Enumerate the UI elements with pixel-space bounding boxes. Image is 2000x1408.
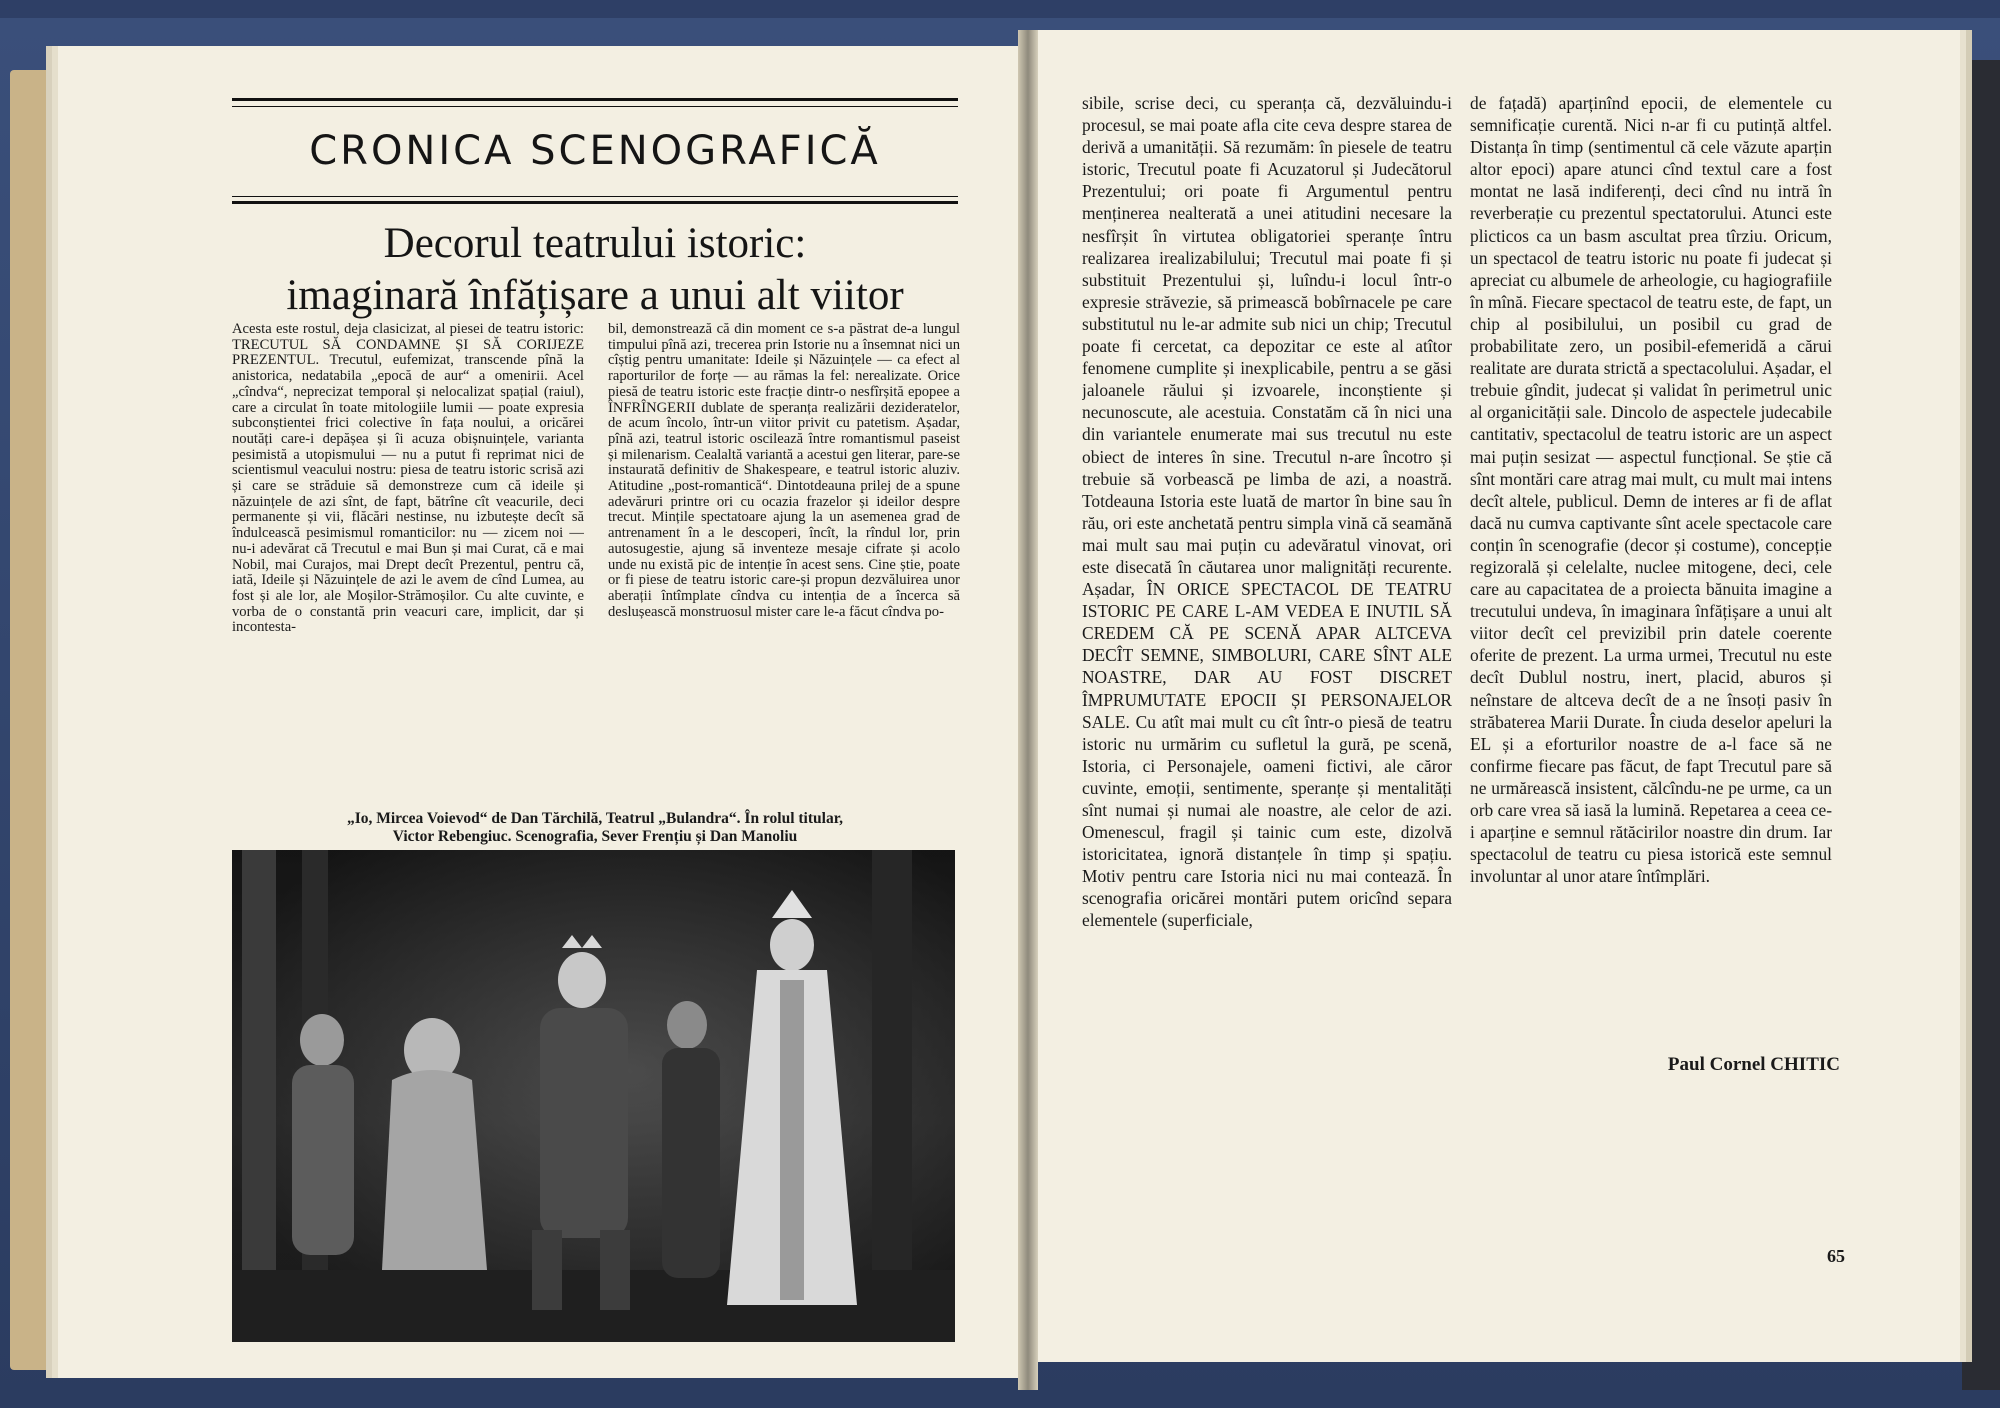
article-headline — [232, 218, 958, 322]
article-column-1: Acesta este rostul, deja clasicizat, al piesei de teatru istoric: TRECUTUL SĂ CONDAMNE ȘI SĂ CORIJEZE PREZENTUL. Trecutul, eufemizat, transcende pînă la anistorica, nedatabila „epocă de aur“ a omenirii. Acel „cîndva“, neprecizat temporal și nelocalizat spațial (raiul), care a circulat în toate mitologiile lumii — poate expresia subconștientei frici colective în fața noului, a oricărei noutăți care-i depășea și îi acuza obișnuințele, varianta pesimistă a utopismului — nu a putut fi reprimat nici de scientismul veacului nostru: piesa de teatru istoric scrisă azi și care se străduie să demonstreze cum că ideile și năzuințele de azi sînt, de fapt, bătrîne cît veacurile, deci permanente și vii, flăcări nestinse, nu izbutește decît să îndulcească pesimismul romanticilor: nu — zicem noi — nu-i adevărat că Trecutul e mai Bun și mai Curat, că e mai Nobil, mai Curajos, mai Drept decît Prezentul, pentru că, iată, Ideile și Năzuințele de azi le avem de cînd Lumea, au fost și ale lor, ale Moșilor-Strămoșilor. Cu alte cuvinte, e vorba de o constantă prin veacuri care, implicit, dar și incontesta- — [232, 322, 584, 636]
header-rule-top-thin — [232, 106, 958, 107]
stage-photo-image — [232, 850, 955, 1342]
photo-caption — [232, 810, 958, 846]
header-rule-bottom — [232, 201, 958, 204]
headline-line-1: Decorul teatrului istoric: — [383, 220, 807, 267]
caption-line-1: „Io, Mircea Voievod“ de Dan Tărchilă, Teatrul „Bulandra“. În rolul titular, — [346, 810, 844, 827]
header-rule-top — [232, 98, 958, 101]
article-column-2: bil, demonstrează că din moment ce s-a păstrat de-a lungul timpului pînă azi, trecerea prin Istorie nu a însemnat nici un cîștig pentru umanitate: Ideile și Năzuințele — ca efect al raporturilor de forțe — au rămas la fel: nerealizate. Orice piesă de teatru istoric este fracție dintr-o nesfîrșită epopee a ÎNFRÎNGERII dublate de speranța realizării dezideratelor, de acum încolo, într-un viitor privit cu patetism. Așadar, pînă azi, teatrul istoric oscilează între romantismul paseist și milenarism. Cealaltă variantă a acestui gen literar, pare-se instaurată definitiv de Shakespeare, e teatrul istoric aluziv. Atitudine „post-romantică“. Dintotdeauna prilej de a spune adevăruri printre ori cu ocazia frazelor și ideilor despre trecut. Mințile spectatoare ajung la un asemenea grad de antrenament în a le descoperi, încît, la rîndul lor, prin autosugestie, ajung să inventeze mesaje cifrate și acolo unde nu există pic de intenție în acest sens. Cine știe, poate or fi piese de teatru istoric care-și propun dezvăluirea unor aberații întîmplate cîndva cu intenția de a încerca să deslușească monstruosul mister care le-a făcut cîndva po- — [608, 322, 960, 620]
stage-photo — [232, 850, 955, 1342]
book-spine — [1018, 30, 1038, 1390]
headline-line-2: imaginară înfățișare a unui alt viitor — [286, 272, 904, 319]
section-title: CRONICA SCENOGRAFICĂ — [309, 128, 881, 174]
background-edge — [1962, 60, 2000, 1390]
header-rule-bottom-thin — [232, 196, 958, 197]
article-author: Paul Cornel CHITIC — [1667, 1054, 1840, 1075]
caption-line-2: Victor Rebengiuc. Scenografia, Sever Frențiu și Dan Manoliu — [392, 828, 798, 845]
page-number: 65 — [1827, 1246, 1845, 1266]
article-column-3: sibile, scrise deci, cu speranța că, dezvăluindu-i procesul, se mai poate afla cite ceva despre starea de derivă a umanității. Să rezumăm: în piesele de teatru istoric, Trecutul poate fi Acuzatorul și Judecătorul Prezentului; ori poate fi Argumentul pentru menținerea nealterată a unei atitudini necesare la nesfîrșit în virtutea obligatoriei speranțe întru realizarea irealizabilului; Trecutul mai poate fi și substituit Prezentului și, luîndu-i locul într-o expresie străvezie, să primească bobîrnacele pe care substitutul nu le-ar admite sub nici un chip; Trecutul poate fi cercetat, ca depozitar ce este al atîtor fenomene cumplite și inexplicabile, pentru a se găsi jaloanele răului și izvoarele, inconștiente și necunoscute, ale acestuia. Constatăm că în nici una din variantele enumerate mai sus trecutul nu este obiect de interes în sine. Trecutul n-are încotro și trebuie să vorbească pe limba de azi, a noastră. Totdeauna Istoria este luată de martor în bine sau în rău, ori este anchetată pentru simpla vină că seamănă mai mult sau mai puțin cu adevăratul vinovat, ori este disecată în căutarea unor malignități recurente. Așadar, ÎN ORICE SPECTACOL DE TEATRU ISTORIC PE CARE L-AM VEDEA E INUTIL SĂ CREDEM CĂ PE SCENĂ APAR ALTCEVA DECÎT SEMNE, SIMBOLURI, CARE SÎNT ALE NOASTRE, DAR AU FOST DISCRET ÎMPRUMUTATE EPOCII ȘI PERSONAJELOR SALE. Cu atît mai mult cu cît într-o piesă de teatru istoric nu urmărim cu sufletul la gură, pe scenă, Istoria, ci Personajele, oameni fictivi, ale căror cuvinte, emoții, sentimente, speranțe și mentalități sînt numai și numai ale noastre, ale celor de azi. Omenescul, fragil și tainic cum este, dizolvă istoricitatea, ignoră distanțele în timp și spațiu. Motiv pentru care Istoria nici nu mai contează. În scenografia oricărei montări putem oricînd separa elementele (superficiale, — [1082, 93, 1452, 931]
article-column-4: de fațadă) aparținînd epocii, de elementele cu semnificație curentă. Nici n-ar fi cu putință altfel. Distanța în timp (sentimentul că cele văzute aparțin altor epoci) apare atunci cînd textul care a fost montat ne lasă indiferenți, deci cînd nu intră în reverberație cu prezentul spectatorului. Atunci este plicticos ca un basm ascultat prea tîrziu. Oricum, un spectacol de teatru istoric nu poate fi judecat și apreciat cu albumele de arheologie, cu hagiografiile în mînă. Fiecare spectacol de teatru este, de fapt, un chip al posibilului, un posibil cu grad de probabilitate zero, un posibil-efemeridă a cărui realitate are durata strictă a spectacolului. Așadar, el trebuie gîndit, judecat și validat în perimetrul unic al organicității sale. Dincolo de aspectele judecabile cantitativ, spectacolul de teatru istoric are un aspect mai puțin sesizat — aspectul funcțional. Se știe că sînt montări care atrag mai mult, cu mult mai intens decît altele, publicul. Demn de interes ar fi de aflat dacă nu cumva captivante sînt acele spectacole care conțin în scenografie (decor și costume), concepție regizorală și celelalte, nucleе mitogene, deci, cele care au capacitatea de a proiecta bănuita imagine a trecutului undeva, în imaginara înfățișare a unui alt viitor decît cel previzibil prin datele coerente oferite de prezent. La urma urmei, Trecutul nu este decît Dublul nostru, inert, placid, aburos și neînstare de altceva decît de a ne însoți pasiv în străbaterea Marii Durate. În ciuda deselor apeluri la EL și a eforturilor noastre de a-l face să ne confirme fiecare pas făcut, de fapt Trecutul pare să ne urmărească insistent, călcîndu-ne pe urme, ca un orb care vrea să iasă la lumină. Repetarea a ceea ce-i aparține e semnul rătăcirilor noastre din drum. Iar spectacolul de teatru cu piesa istorică este semnul involuntar al unor atare întîmplări. — [1470, 93, 1832, 887]
